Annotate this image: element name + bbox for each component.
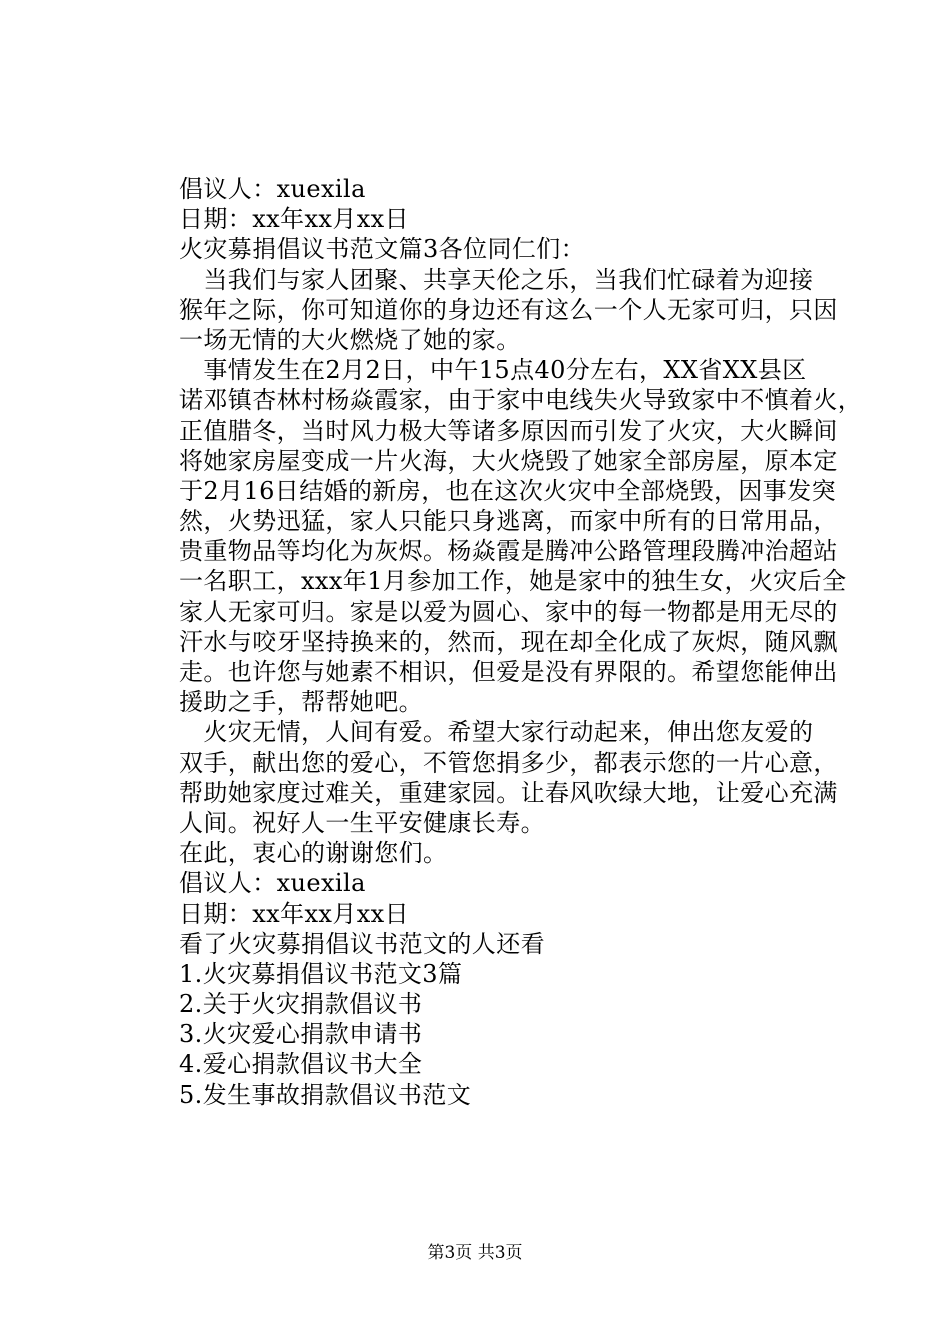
paragraph-line: 双手，献出您的爱心，不管您捐多少，都表示您的一片心意， [179,748,838,777]
proposer-line: 倡议人：xuexila [179,175,366,203]
related-link[interactable]: 3.火灾爱心捐款申请书 [179,1020,423,1049]
paragraph-line: 将她家房屋变成一片火海，大火烧毁了她家全部房屋，原本定 [179,446,838,475]
paragraph-3 [179,717,839,838]
document-body [179,174,863,1110]
paragraph-line: 汗水与咬牙坚持换来的，然而，现在却全化成了灰烬，随风飘 [179,627,838,656]
paragraph-line: 援助之手，帮帮她吧。 [179,688,423,717]
paragraph-line: 走。也许您与她素不相识，但爱是没有界限的。希望您能伸出 [179,658,838,686]
related-link[interactable]: 2.关于火灾捐款倡议书 [179,990,423,1019]
paragraph-line: 家人无家可归。家是以爱为圆心、家中的每一物都是用无尽的 [179,597,838,626]
paragraph-line: 正值腊冬，当时风力极大等诸多原因而引发了火灾，大火瞬间 [179,416,838,445]
date-line: 日期：xx年xx月xx日 [179,205,410,234]
paragraph-line: 猴年之际，你可知道你的身边还有这么一个人无家可归，只因 [179,295,838,324]
proposer-line: 倡议人：xuexila [179,869,366,898]
paragraph-line: 当我们与家人团聚、共享天伦之乐，当我们忙碌着为迎接 [179,265,814,294]
paragraph-1 [179,265,839,356]
paragraph-line: 人间。祝好人一生平安健康长寿。 [179,808,545,837]
paragraph-line: 于2月16日结婚的新房，也在这次火灾中全部烧毁，因事发突 [179,476,837,505]
paragraph-line: 事情发生在2月2日，中午15点40分左右，XX省XX县区 [179,356,807,385]
thanks-line: 在此，衷心的谢谢您们。 [179,839,448,868]
paragraph-line: 帮助她家度过难关，重建家园。让春风吹绿大地，让爱心充满 [179,778,838,807]
paragraph-line: 一场无情的大火燃烧了她的家。 [179,325,521,354]
page-footer: 第3页 共3页 [427,1243,523,1263]
paragraph-line: 然，火势迅猛，家人只能只身逃离，而家中所有的日常用品， [179,507,838,536]
paragraph-2 [179,355,863,717]
paragraph-line: 一名职工，xxx年1月参加工作，她是家中的独生女，火灾后全 [179,567,847,596]
related-link[interactable]: 5.发生事故捐款倡议书范文 [179,1080,472,1109]
related-link[interactable]: 1.火灾募捐倡议书范文3篇 [179,959,463,988]
paragraph-line: 火灾无情，人间有爱。希望大家行动起来，伸出您友爱的 [179,718,814,747]
paragraph-line: 诺邓镇杏林村杨焱霞家，由于家中电线失火导致家中不慎着火， [179,386,863,415]
closing-block [179,838,839,1110]
section-heading: 火灾募捐倡议书范文篇3各位同仁们： [179,235,586,264]
paragraph-line: 贵重物品等均化为灰烬。杨焱霞是腾冲公路管理段腾冲治超站 [179,537,838,566]
related-heading: 看了火灾募捐倡议书范文的人还看 [179,929,545,958]
date-line: 日期：xx年xx月xx日 [179,899,410,928]
related-link[interactable]: 4.爱心捐款倡议书大全 [179,1050,423,1079]
